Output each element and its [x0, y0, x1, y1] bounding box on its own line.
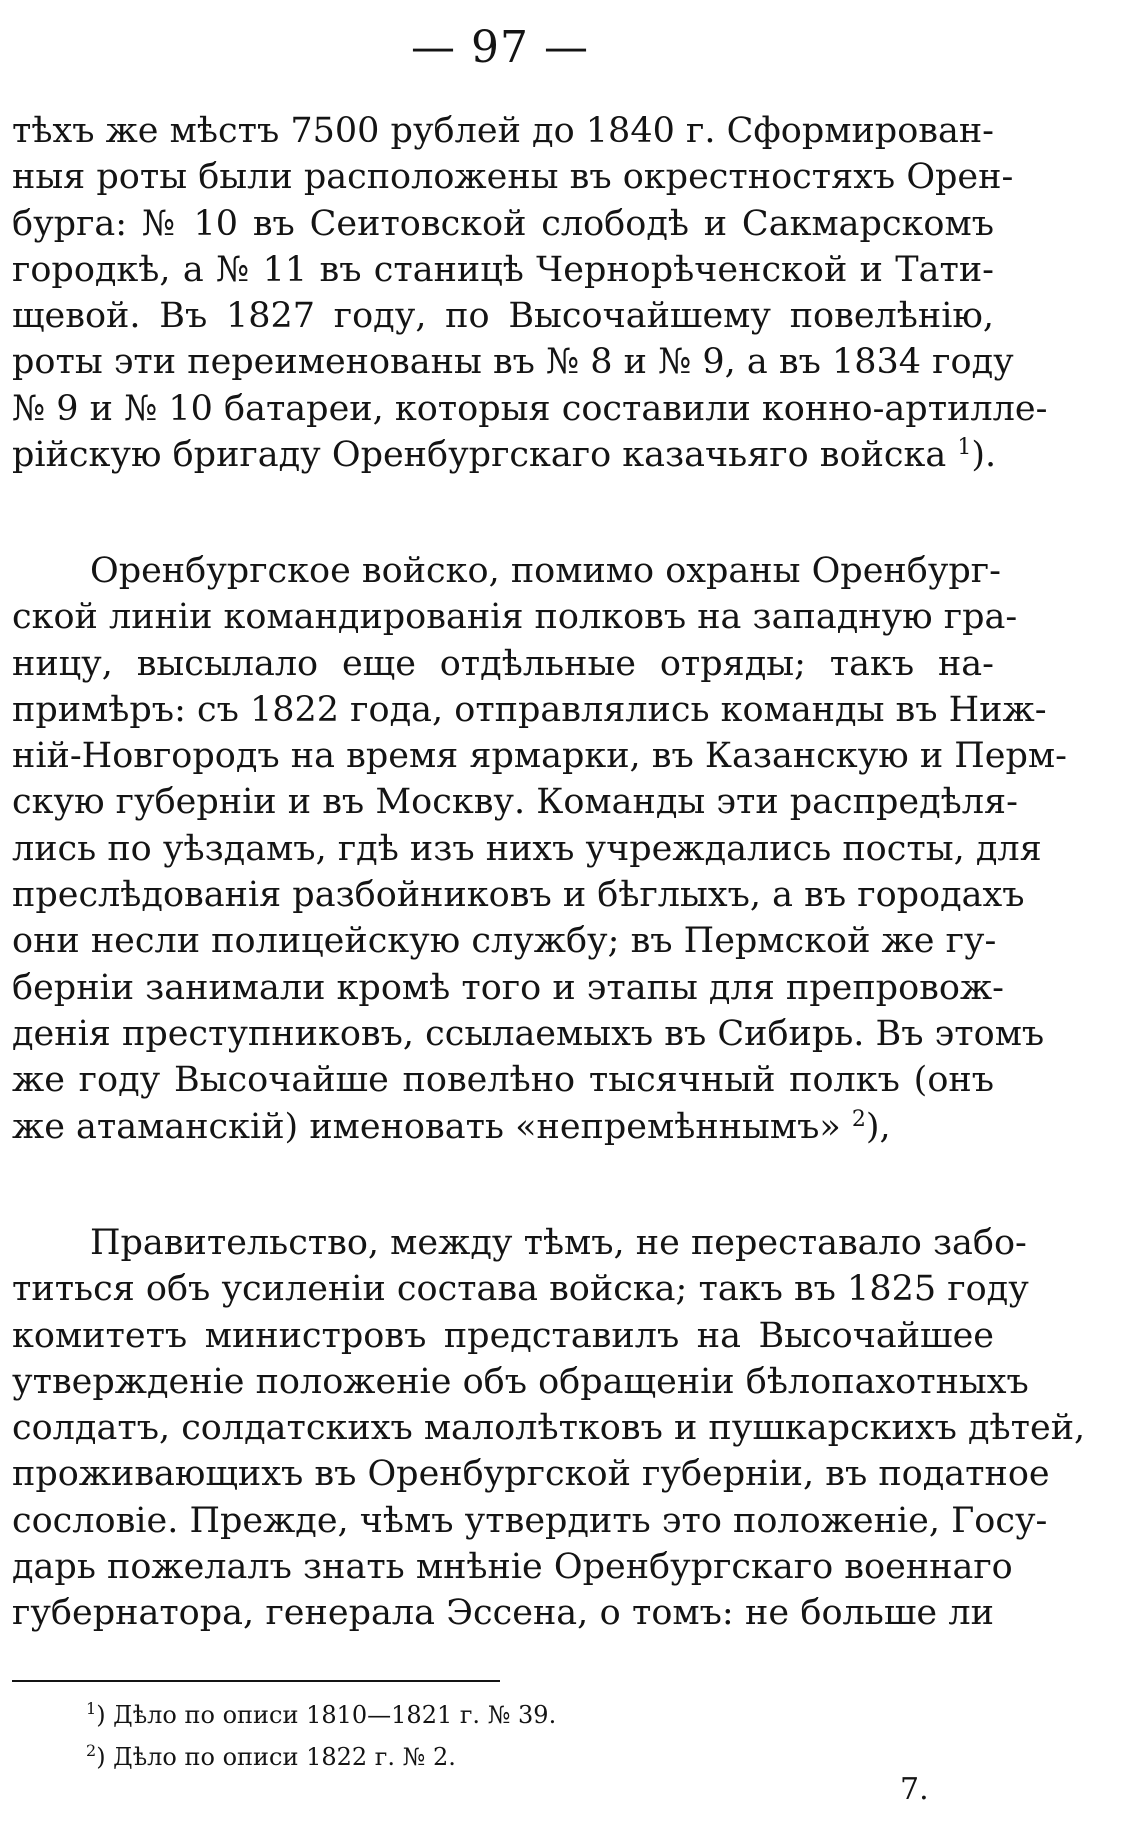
text-line: берніи занимали кромѣ того и этапы для препровож- — [12, 967, 1004, 1008]
line-tail: ). — [971, 435, 997, 476]
text-line: тѣхъ же мѣстъ 7500 рублей до 1840 г. Сформирован- — [12, 111, 994, 151]
footnote-ref-2: 2 — [851, 1106, 866, 1132]
footnote-text: ) Дѣло по описи 1810—1821 г. № 39. — [96, 1701, 557, 1729]
line-text: же атаманскій) именовать «непремѣннымъ» — [12, 1106, 841, 1147]
text-line: дарь пожелалъ знать мнѣніе Оренбургскаго военнаго — [12, 1547, 1013, 1588]
text-line: титься объ усиленіи состава войска; такъ въ 1825 году — [12, 1269, 1029, 1310]
text-line: лись по уѣздамъ, гдѣ изъ нихъ учреждались посты, для — [12, 828, 1042, 869]
page-number: — 97 — — [411, 22, 589, 73]
text-line: городкѣ, а № 11 въ станицѣ Чернорѣченской и Тати- — [12, 249, 994, 290]
footnote-1 — [86, 1694, 886, 1736]
text-line — [12, 1104, 994, 1150]
paragraph-3 — [12, 1220, 1086, 1637]
footnotes — [86, 1694, 886, 1778]
text-line: Оренбургское войско, помимо охраны Оренбург- — [90, 551, 1001, 591]
paragraph-2 — [12, 548, 1067, 1150]
paragraph-1 — [12, 108, 1048, 478]
text-line: щевой. Въ 1827 году, по Высочайшему повелѣнію, — [12, 296, 994, 337]
text-line: примѣръ: съ 1822 года, отправлялись команды въ Ниж- — [12, 689, 1047, 730]
text-line: ницу, высылало еще отдѣльные отряды; такъ на- — [12, 643, 994, 684]
text-line: ныя роты были расположены въ окрестностяхъ Орен- — [12, 157, 1014, 198]
text-line: они несли полицейскую службу; въ Пермской же гу- — [12, 921, 997, 962]
text-line: бурга: № 10 въ Сеитовской слободѣ и Сакмарскомъ — [12, 203, 994, 244]
text-line: преслѣдованія разбойниковъ и бѣглыхъ, а въ городахъ — [12, 875, 1025, 916]
text-line: утвержденіе положеніе объ обращеніи бѣлопахотныхъ — [12, 1361, 1029, 1402]
footnote-mark: 2 — [86, 1741, 97, 1760]
text-line: ній-Новгородъ на время ярмарки, въ Казанскую и Перм- — [12, 736, 1067, 777]
footnote-ref-1: 1 — [957, 435, 972, 461]
footnote-text: ) Дѣло по описи 1822 г. № 2. — [96, 1743, 456, 1771]
text-line: сословіе. Прежде, чѣмъ утвердить это положеніе, Госу- — [12, 1500, 1048, 1541]
footnote-divider — [12, 1680, 500, 1682]
line-text: рійскую бригаду Оренбургскаго казачьяго войска — [12, 435, 947, 476]
text-line: же году Высочайше повелѣно тысячный полкъ (онъ — [12, 1060, 994, 1101]
text-line: губернатора, генерала Эссена, о томъ: не больше ли — [12, 1593, 994, 1634]
text-line: Правительство, между тѣмъ, не переставало забо- — [90, 1223, 1027, 1263]
line-tail: ), — [865, 1106, 891, 1147]
text-line — [12, 432, 997, 478]
text-line: проживающихъ въ Оренбургской губерніи, въ податное — [12, 1454, 1050, 1495]
text-line: денія преступниковъ, ссылаемыхъ въ Сибирь. Въ этомъ — [12, 1013, 1045, 1054]
footnote-2 — [86, 1736, 886, 1778]
signature-mark: 7. — [900, 1772, 929, 1807]
footnote-mark: 1 — [86, 1699, 97, 1718]
text-line: № 9 и № 10 батареи, которыя составили конно-артилле- — [12, 388, 1048, 429]
text-line: солдатъ, солдатскихъ малолѣтковъ и пушкарскихъ дѣтей, — [12, 1408, 1086, 1449]
text-line: скую губерніи и въ Москву. Команды эти распредѣля- — [12, 782, 1018, 823]
text-line: роты эти переименованы въ № 8 и № 9, а въ 1834 году — [12, 342, 1014, 383]
text-line: ской линіи командированія полковъ на западную гра- — [12, 597, 1018, 638]
text-line: комитетъ министровъ представилъ на Высочайшее — [12, 1315, 994, 1356]
